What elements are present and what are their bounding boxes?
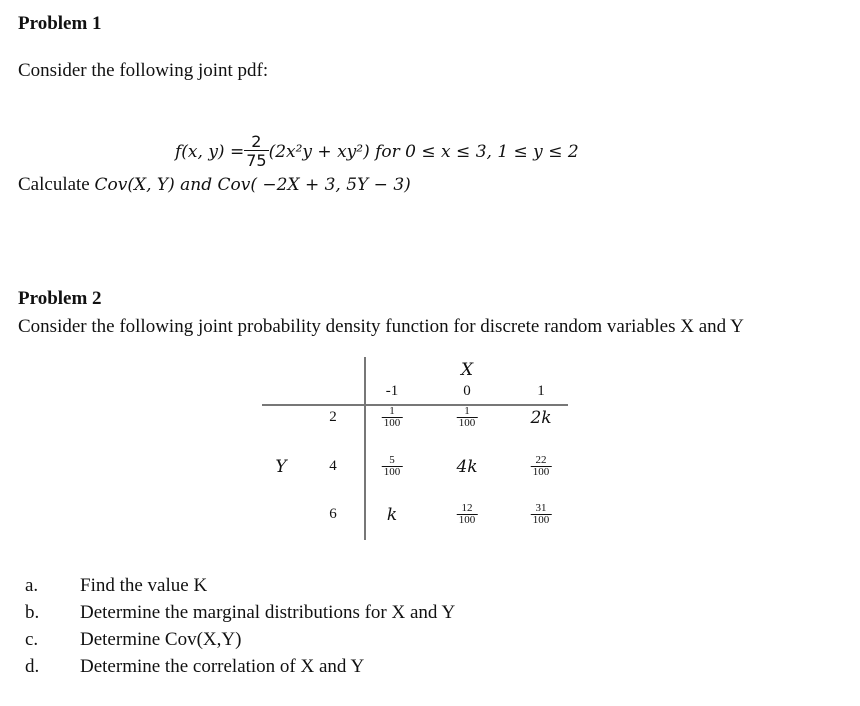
y-value: 4 xyxy=(329,458,337,474)
probability-cell xyxy=(531,455,552,478)
question-marker: b. xyxy=(25,602,40,623)
y-value: 6 xyxy=(329,506,337,522)
problem-1-task xyxy=(18,174,411,196)
probability-cell: 2k xyxy=(530,408,552,428)
formula-rhs: (2x²y + xy²) for 0 ≤ x ≤ 3, 1 ≤ y ≤ 2 xyxy=(268,141,579,162)
question-marker: a. xyxy=(25,575,39,596)
numerator: 1 xyxy=(464,405,470,417)
fraction xyxy=(531,455,552,478)
y-value: 2 xyxy=(329,409,337,425)
question-marker: d. xyxy=(25,656,40,677)
problem-2-intro: Consider the following joint probability density function for discrete random variables X and Y xyxy=(18,316,744,337)
probability-cell xyxy=(382,406,403,429)
problem-1-title: Problem 1 xyxy=(18,13,102,34)
table-vertical-rule xyxy=(364,357,366,540)
formula-coefficient xyxy=(244,134,268,169)
question-text: Determine Cov(X,Y) xyxy=(80,629,242,650)
coef-numerator: 2 xyxy=(251,132,262,151)
probability-cell: 4k xyxy=(456,457,478,477)
denominator: 100 xyxy=(532,466,550,478)
numerator: 5 xyxy=(389,454,395,466)
fraction xyxy=(382,455,403,478)
numerator: 12 xyxy=(461,502,473,514)
formula-lhs: f(x, y) = xyxy=(175,141,245,162)
y-axis-label: Y xyxy=(275,457,287,477)
denominator: 100 xyxy=(458,514,476,526)
x-value: 0 xyxy=(463,383,471,399)
fraction xyxy=(457,503,478,526)
x-value: -1 xyxy=(385,383,399,399)
question-text: Find the value K xyxy=(80,575,208,596)
numerator: 22 xyxy=(535,454,547,466)
coef-denominator: 75 xyxy=(246,151,267,170)
joint-pdf-formula xyxy=(175,134,579,169)
question-text: Determine the correlation of X and Y xyxy=(80,656,365,677)
question-text: Determine the marginal distributions for X and Y xyxy=(80,602,456,623)
problem-1-intro: Consider the following joint pdf: xyxy=(18,60,269,81)
fraction xyxy=(382,406,403,429)
x-axis-label: X xyxy=(460,360,474,380)
probability-cell xyxy=(531,503,552,526)
fraction xyxy=(457,406,478,429)
numerator: 1 xyxy=(389,405,395,417)
denominator: 100 xyxy=(458,417,476,429)
problem-2-title: Problem 2 xyxy=(18,288,102,309)
probability-cell: k xyxy=(386,505,398,525)
probability-cell xyxy=(457,406,478,429)
table-horizontal-rule xyxy=(262,404,568,406)
denominator: 100 xyxy=(383,417,401,429)
numerator: 31 xyxy=(535,502,547,514)
question-marker: c. xyxy=(25,629,39,650)
fraction xyxy=(531,503,552,526)
denominator: 100 xyxy=(532,514,550,526)
probability-cell xyxy=(382,455,403,478)
x-value: 1 xyxy=(537,383,545,399)
probability-cell xyxy=(457,503,478,526)
task-prefix: Calculate xyxy=(18,174,95,195)
denominator: 100 xyxy=(383,466,401,478)
task-math: Cov(X, Y) and Cov( −2X + 3, 5Y − 3) xyxy=(94,175,411,195)
